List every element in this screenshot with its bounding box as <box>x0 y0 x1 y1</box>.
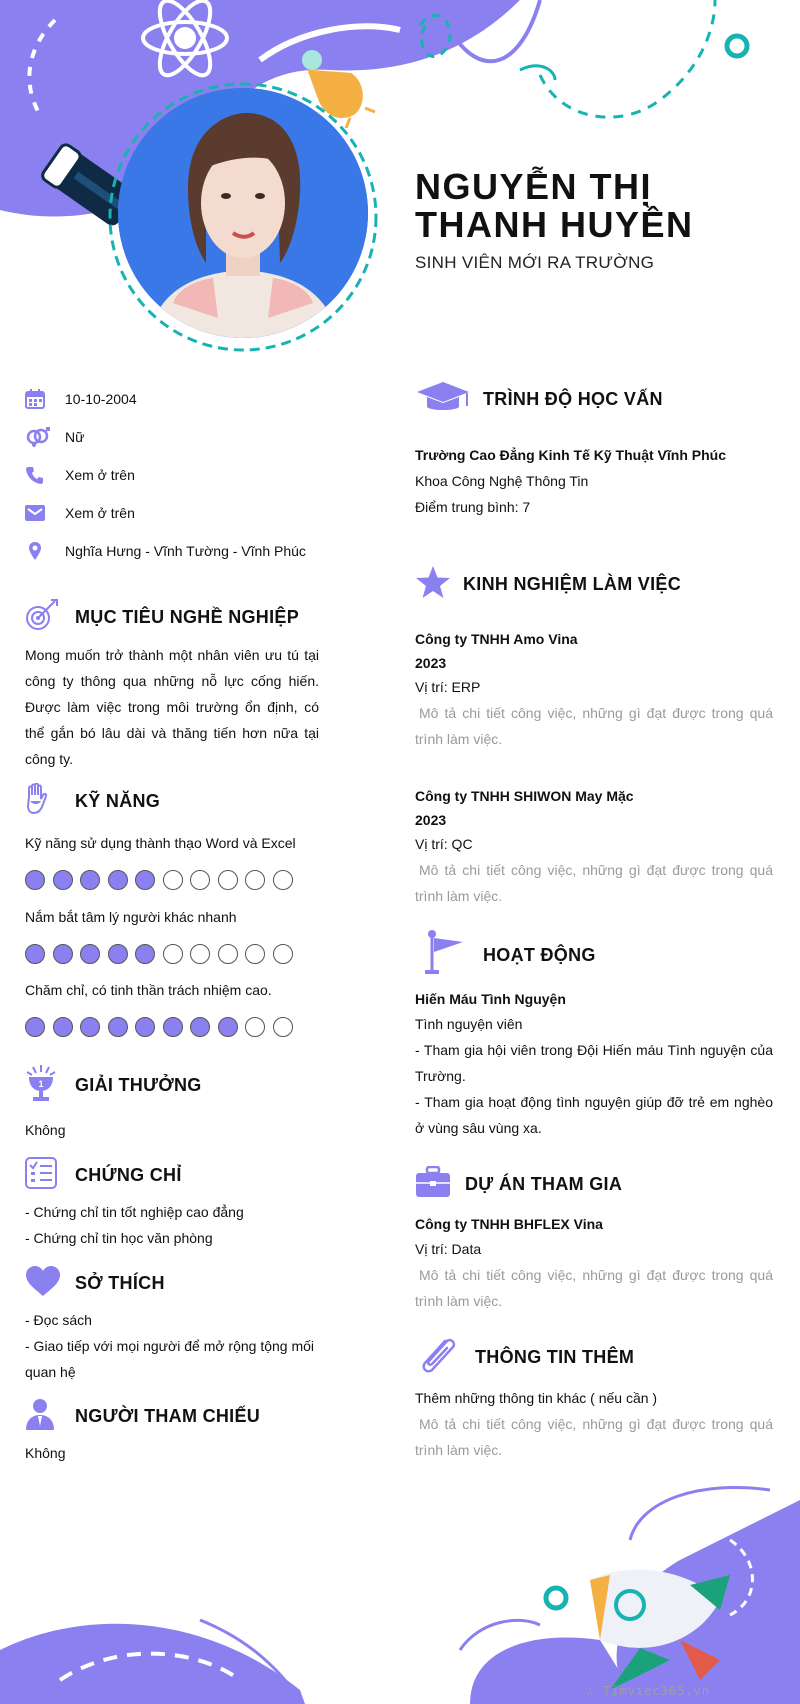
education-school: Trường Cao Đẳng Kinh Tế Kỹ Thuật Vĩnh Phúc <box>415 447 726 463</box>
contact-gender <box>25 425 84 449</box>
job-1-year: 2023 <box>415 655 447 671</box>
watermark-text: ∴ Timviec365.vn <box>586 1684 710 1698</box>
calendar-icon <box>25 388 55 410</box>
skill-2-name: Nắm bắt tâm lý người khác nhanh <box>25 909 237 925</box>
rating-dot-filled <box>108 870 128 890</box>
rating-dot-empty <box>218 870 238 890</box>
certificates-title: CHỨNG CHỈ <box>75 1165 182 1185</box>
rating-dot-filled <box>80 1017 100 1037</box>
job-2-description: Mô tả chi tiết công việc, những gì đạt được trong quá trình làm việc. <box>415 862 773 904</box>
job-1-role: Vị trí: ERP <box>415 679 481 695</box>
contact-email <box>25 501 135 525</box>
skill-1-rating <box>25 870 293 890</box>
project-company: Công ty TNHH BHFLEX Vina <box>415 1216 603 1232</box>
svg-text:1: 1 <box>38 1079 44 1089</box>
references-text: Không <box>25 1445 66 1461</box>
activity-name: Hiến Máu Tình Nguyện <box>415 991 566 1007</box>
rating-dot-empty <box>245 870 265 890</box>
hobby-line-1: - Đọc sách <box>25 1312 92 1328</box>
job-2-role: Vị trí: QC <box>415 836 473 852</box>
additional-line: Thêm những thông tin khác ( nếu cần ) <box>415 1390 658 1406</box>
paperclip-icon <box>415 1333 475 1382</box>
gender-icon <box>25 426 55 448</box>
profile-photo <box>118 88 368 338</box>
phone-icon <box>25 464 55 486</box>
heart-icon <box>25 1265 75 1302</box>
rating-dot-filled <box>53 944 73 964</box>
rating-dot-filled <box>135 870 155 890</box>
rating-dot-empty <box>273 944 293 964</box>
email-text: Xem ở trên <box>65 505 135 521</box>
candidate-position: SINH VIÊN MỚI RA TRƯỜNG <box>415 253 655 272</box>
briefcase-icon <box>415 1166 465 1203</box>
project-role: Vị trí: Data <box>415 1241 482 1257</box>
rating-dot-empty <box>190 870 210 890</box>
location-pin-icon <box>25 540 55 562</box>
rating-dot-filled <box>190 1017 210 1037</box>
contact-birthdate <box>25 387 137 411</box>
avatar <box>118 88 368 338</box>
experience-header <box>415 565 681 604</box>
rating-dot-empty <box>163 870 183 890</box>
rating-dot-filled <box>80 870 100 890</box>
gender-text: Nữ <box>65 429 85 445</box>
activity-desc-1: - Tham gia hội viên trong Đội Hiến máu Tình nguyện của Trường. <box>415 1042 773 1084</box>
rating-dot-empty <box>245 1017 265 1037</box>
rating-dot-filled <box>218 1017 238 1037</box>
certificate-line-1: - Chứng chỉ tin tốt nghiệp cao đẳng <box>25 1204 244 1220</box>
rating-dot-filled <box>53 1017 73 1037</box>
rating-dot-empty <box>245 944 265 964</box>
certificates-header <box>25 1157 182 1194</box>
email-icon <box>25 502 55 524</box>
rating-dot-filled <box>163 1017 183 1037</box>
birthdate-text: 10-10-2004 <box>65 391 137 407</box>
rating-dot-filled <box>135 1017 155 1037</box>
person-icon <box>25 1398 75 1435</box>
awards-header <box>25 1063 202 1108</box>
rating-dot-filled <box>80 944 100 964</box>
rating-dot-filled <box>25 1017 45 1037</box>
job-1-description: Mô tả chi tiết công việc, những gì đạt được trong quá trình làm việc. <box>415 705 773 747</box>
additional-title: THÔNG TIN THÊM <box>475 1347 635 1367</box>
projects-header <box>415 1166 622 1203</box>
project-description: Mô tả chi tiết công việc, những gì đạt được trong quá trình làm việc. <box>415 1267 773 1309</box>
rating-dot-empty <box>218 944 238 964</box>
phone-text: Xem ở trên <box>65 467 135 483</box>
contact-address <box>25 539 306 563</box>
certificate-line-2: - Chứng chỉ tin học văn phòng <box>25 1230 213 1246</box>
additional-description: Mô tả chi tiết công việc, những gì đạt được trong quá trình làm việc. <box>415 1416 773 1458</box>
awards-text: Không <box>25 1122 66 1138</box>
address-text: Nghĩa Hưng - Vĩnh Tường - Vĩnh Phúc <box>65 543 306 559</box>
star-icon <box>415 565 463 604</box>
hobby-line-2: - Giao tiếp với mọi người để mở rộng tộng mối quan hệ <box>25 1338 315 1380</box>
skills-title: KỸ NĂNG <box>75 791 161 811</box>
job-1-company: Công ty TNHH Amo Vina <box>415 631 578 647</box>
rating-dot-filled <box>25 944 45 964</box>
rating-dot-empty <box>190 944 210 964</box>
skill-3-rating <box>25 1017 293 1037</box>
hand-icon <box>25 783 75 820</box>
objective-text: Mong muốn trở thành một nhân viên ưu tú tại công ty thông qua những nỗ lực cống hiến. Được làm việc trong môi trường ổn định, có thể gắn bó lâu dài và thăng tiến hơn nữa tại công ty. <box>25 647 319 767</box>
target-icon <box>25 598 75 637</box>
activities-title: HOẠT ĐỘNG <box>483 945 596 965</box>
education-header <box>415 380 663 419</box>
checklist-icon <box>25 1157 75 1194</box>
contact-phone <box>25 463 135 487</box>
rating-dot-filled <box>108 1017 128 1037</box>
skills-header <box>25 783 160 820</box>
education-gpa: Điểm trung bình: 7 <box>415 499 531 515</box>
skill-2-rating <box>25 944 293 964</box>
rating-dot-filled <box>108 944 128 964</box>
job-2-company: Công ty TNHH SHIWON May Mặc <box>415 788 634 804</box>
skill-3-name: Chăm chỉ, có tinh thần trách nhiệm cao. <box>25 982 272 998</box>
rating-dot-empty <box>273 1017 293 1037</box>
awards-title: GIẢI THƯỞNG <box>75 1075 202 1095</box>
experience-title: KINH NGHIỆM LÀM VIỆC <box>463 574 682 594</box>
education-title: TRÌNH ĐỘ HỌC VẤN <box>483 389 663 409</box>
hobbies-header <box>25 1265 165 1302</box>
projects-title: DỰ ÁN THAM GIA <box>465 1174 623 1194</box>
trophy-icon <box>25 1063 75 1108</box>
candidate-name: NGUYỄN THỊ THANH HUYỀN <box>415 166 694 245</box>
additional-header <box>415 1333 634 1382</box>
activity-desc-2: - Tham gia hoạt động tình nguyện giúp đỡ trẻ em nghèo ở vùng sâu vùng xa. <box>415 1094 773 1136</box>
objective-title: MỤC TIÊU NGHỀ NGHIỆP <box>75 607 300 627</box>
job-2-year: 2023 <box>415 812 447 828</box>
hobbies-title: SỞ THÍCH <box>75 1273 165 1293</box>
education-major: Khoa Công Nghệ Thông Tin <box>415 473 589 489</box>
graduation-cap-icon <box>415 380 483 419</box>
rating-dot-empty <box>273 870 293 890</box>
skill-1-name: Kỹ năng sử dụng thành thạo Word và Excel <box>25 835 296 851</box>
rating-dot-filled <box>135 944 155 964</box>
activities-header <box>415 930 596 981</box>
rating-dot-empty <box>163 944 183 964</box>
rating-dot-filled <box>53 870 73 890</box>
references-header <box>25 1398 260 1435</box>
rating-dot-filled <box>25 870 45 890</box>
references-title: NGƯỜI THAM CHIẾU <box>75 1406 261 1426</box>
objective-header <box>25 598 299 637</box>
flag-icon <box>415 930 483 981</box>
activity-role: Tình nguyện viên <box>415 1016 523 1032</box>
